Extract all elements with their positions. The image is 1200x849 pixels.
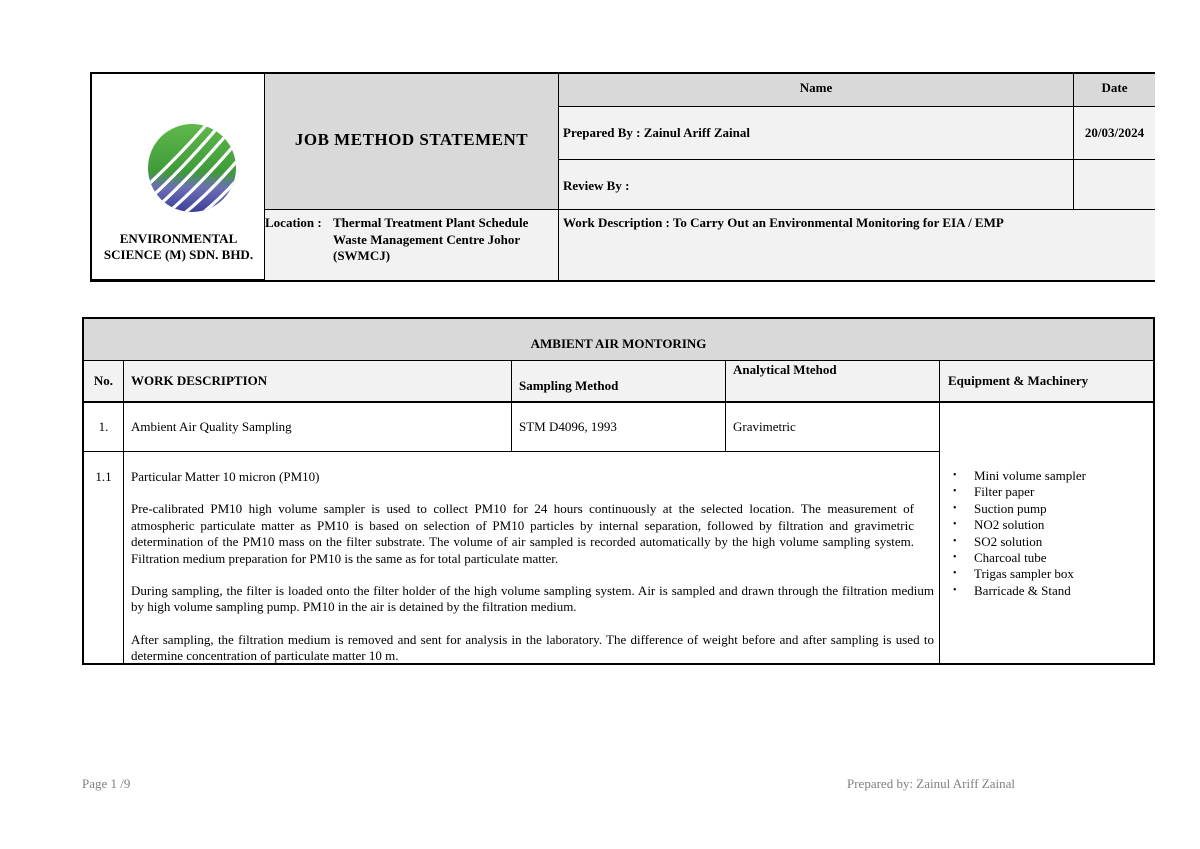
org-name: ENVIRONMENTAL SCIENCE (M) SDN. BHD. [103,231,254,262]
name-header-label: Name [799,80,833,95]
row1-analytical [726,403,940,452]
row1-no [84,403,124,452]
name-column-header [559,74,1074,107]
equipment-item: • Charcoal tube [948,550,1153,566]
row1-sampling-value: STM D4096, 1993 [519,419,617,434]
prepared-date-cell [1074,107,1155,160]
equipment-list [948,468,1153,599]
col-header-analytical [726,361,940,403]
work-description-cell [559,210,1155,280]
footer-prepared-by: Prepared by: Zainul Ariff Zainal [847,776,1015,791]
col-equipment-label: Equipment & Machinery [948,373,1089,388]
pm10-paragraph-2: During sampling, the filter is loaded onto the filter holder of the high volume sampling system. Air is sampled and drawn through the filtration medium by high volume sampling pump. PM10 in the air is detained by the filtration medium. [131,583,934,615]
row1-work-value: Ambient Air Quality Sampling [131,419,292,434]
equipment-item: • Filter paper [948,484,1153,500]
date-column-header [1074,74,1155,107]
row1-analytical-value: Gravimetric [733,419,796,434]
prepared-by-cell [559,107,1074,160]
globe-logo-icon [144,122,240,214]
pm10-paragraph-1: Pre-calibrated PM10 high volume sampler is used to collect PM10 for 24 hours continuously at the selected location. The measurement of atmospheric particulate matter as PM10 is based on selection of PM10 particles by internal separation, followed by filtration and gravimetric determination of the PM10 mass on the filter substrate. The volume of air sampled is recorded automatically by the high volume sampling system. Filtration medium preparation for PM10 is the same as for total particulate matter. [131,501,914,566]
pm10-paragraph-3: After sampling, the filtration medium is removed and sent for analysis in the laboratory. The difference of weight before and after sampling is used to determine concentration of particulate matter 10 m. [131,631,934,664]
location-value: Thermal Treatment Plant Schedule Waste Management Centre Johor (SWMCJ) [333,215,529,263]
logo-cell [92,74,265,280]
ambient-air-table [82,317,1155,665]
equipment-cell [940,403,1153,663]
row2-no-value: 1.1 [95,469,112,484]
pm10-title: Particular Matter 10 micron (PM10) [131,469,320,484]
header-table [90,72,1155,282]
date-header-label: Date [1101,80,1128,95]
equipment-item: • NO2 solution [948,517,1153,533]
equipment-item: • SO2 solution [948,534,1153,550]
section-title: AMBIENT AIR MONTORING [530,336,707,351]
review-by-label: Review By : [563,178,630,193]
location-label: Location : [265,215,322,230]
equipment-item: • Mini volume sampler [948,468,1153,484]
col-header-work [124,361,512,403]
work-description: Work Description : To Carry Out an Environmental Monitoring for EIA / EMP [563,215,1004,230]
page-number: Page 1 /9 [82,776,131,791]
col-analytical-label: Analytical Mtehod [733,362,837,377]
equipment-item: • Barricade & Stand [948,583,1153,599]
row1-sampling [512,403,726,452]
col-no-label: No. [93,373,114,388]
location-cell [265,210,559,280]
row1-no-value: 1. [98,419,109,434]
page-title: JOB METHOD STATEMENT [294,130,529,149]
section-title-cell [84,319,1153,361]
col-header-sampling [512,361,726,403]
review-by-cell [559,160,1074,210]
prepared-date: 20/03/2024 [1084,125,1145,140]
row2-work [124,452,940,663]
title-cell [265,74,559,210]
col-work-label: WORK DESCRIPTION [131,373,268,388]
col-header-equipment [940,361,1153,403]
col-sampling-label: Sampling Method [519,378,619,393]
equipment-item: • Suction pump [948,501,1153,517]
equipment-item: • Trigas sampler box [948,566,1153,582]
row1-work [124,403,512,452]
review-date-cell [1074,160,1155,210]
col-header-no [84,361,124,403]
row2-no [84,452,124,663]
prepared-by-label: Prepared By : Zainul Ariff Zainal [563,125,750,140]
